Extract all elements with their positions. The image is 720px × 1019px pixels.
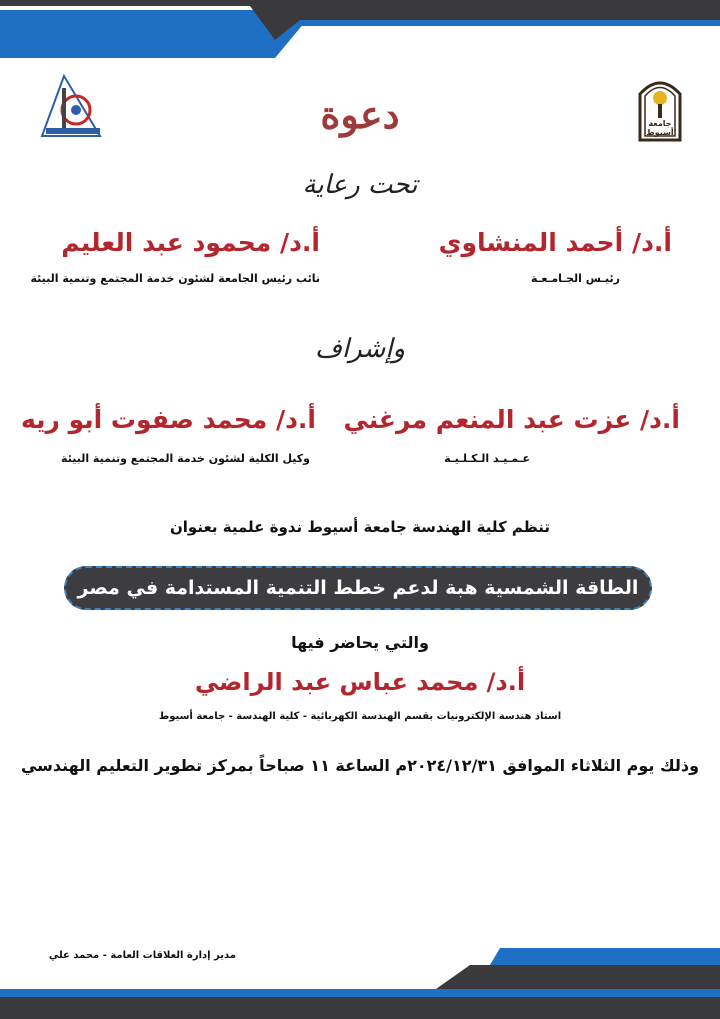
event-intro: تنظم كلية الهندسة جامعة أسيوط ندوة علمية بعنوان xyxy=(169,518,551,536)
supervisor-name-dean: أ.د/ عزت عبد المنعم مرغني xyxy=(343,405,680,434)
lecturer-intro: والتي يحاضر فيها xyxy=(291,633,429,652)
patron-role-president: رئيـس الجـامـعـة xyxy=(530,272,620,285)
under-patronage-heading: تحت رعاية xyxy=(302,170,418,200)
event-topic: الطاقة الشمسية هبة لدعم خطط التنمية المستدامة في مصر xyxy=(77,577,639,599)
event-topic-box xyxy=(64,566,652,610)
patron-role-vice-president: نائب رئيس الجامعة لشئون خدمة المجتمع وتنمية البيئة xyxy=(30,272,320,285)
patron-name-president: أ.د/ أحمد المنشاوي xyxy=(438,228,672,257)
supervisor-role-vice-dean: وكيل الكلية لشئون خدمة المجتمع وتنمية البيئة xyxy=(61,452,310,465)
university-logo-text: جامعة أسيوط xyxy=(646,119,674,137)
lecturer-role: استاذ هندسة الإلكترونيات بقسم الهندسة الكهربائية - كلية الهندسة - جامعة أسيوط xyxy=(158,711,562,722)
invitation-title: دعوة xyxy=(320,92,400,137)
supervisor-role-dean: عـمـيـد الـكـلـيـة xyxy=(444,452,530,465)
event-datetime: وذلك يوم الثلاثاء الموافق ٢٠٢٤/١٢/٣١م الساعة ١١ صباحاً بمركز تطوير التعليم الهندسي xyxy=(20,756,700,775)
footer-signature: مدير إدارة العلاقات العامة - محمد علي xyxy=(48,950,236,961)
lecturer-name: أ.د/ محمد عباس عبد الراضي xyxy=(194,668,526,696)
supervision-heading: وإشراف xyxy=(314,334,406,364)
supervisor-name-vice-dean: أ.د/ محمد صفوت أبو ريه xyxy=(20,405,316,434)
top-decorative-band xyxy=(0,0,720,60)
patron-name-vice-president: أ.د/ محمود عبد العليم xyxy=(61,228,320,257)
